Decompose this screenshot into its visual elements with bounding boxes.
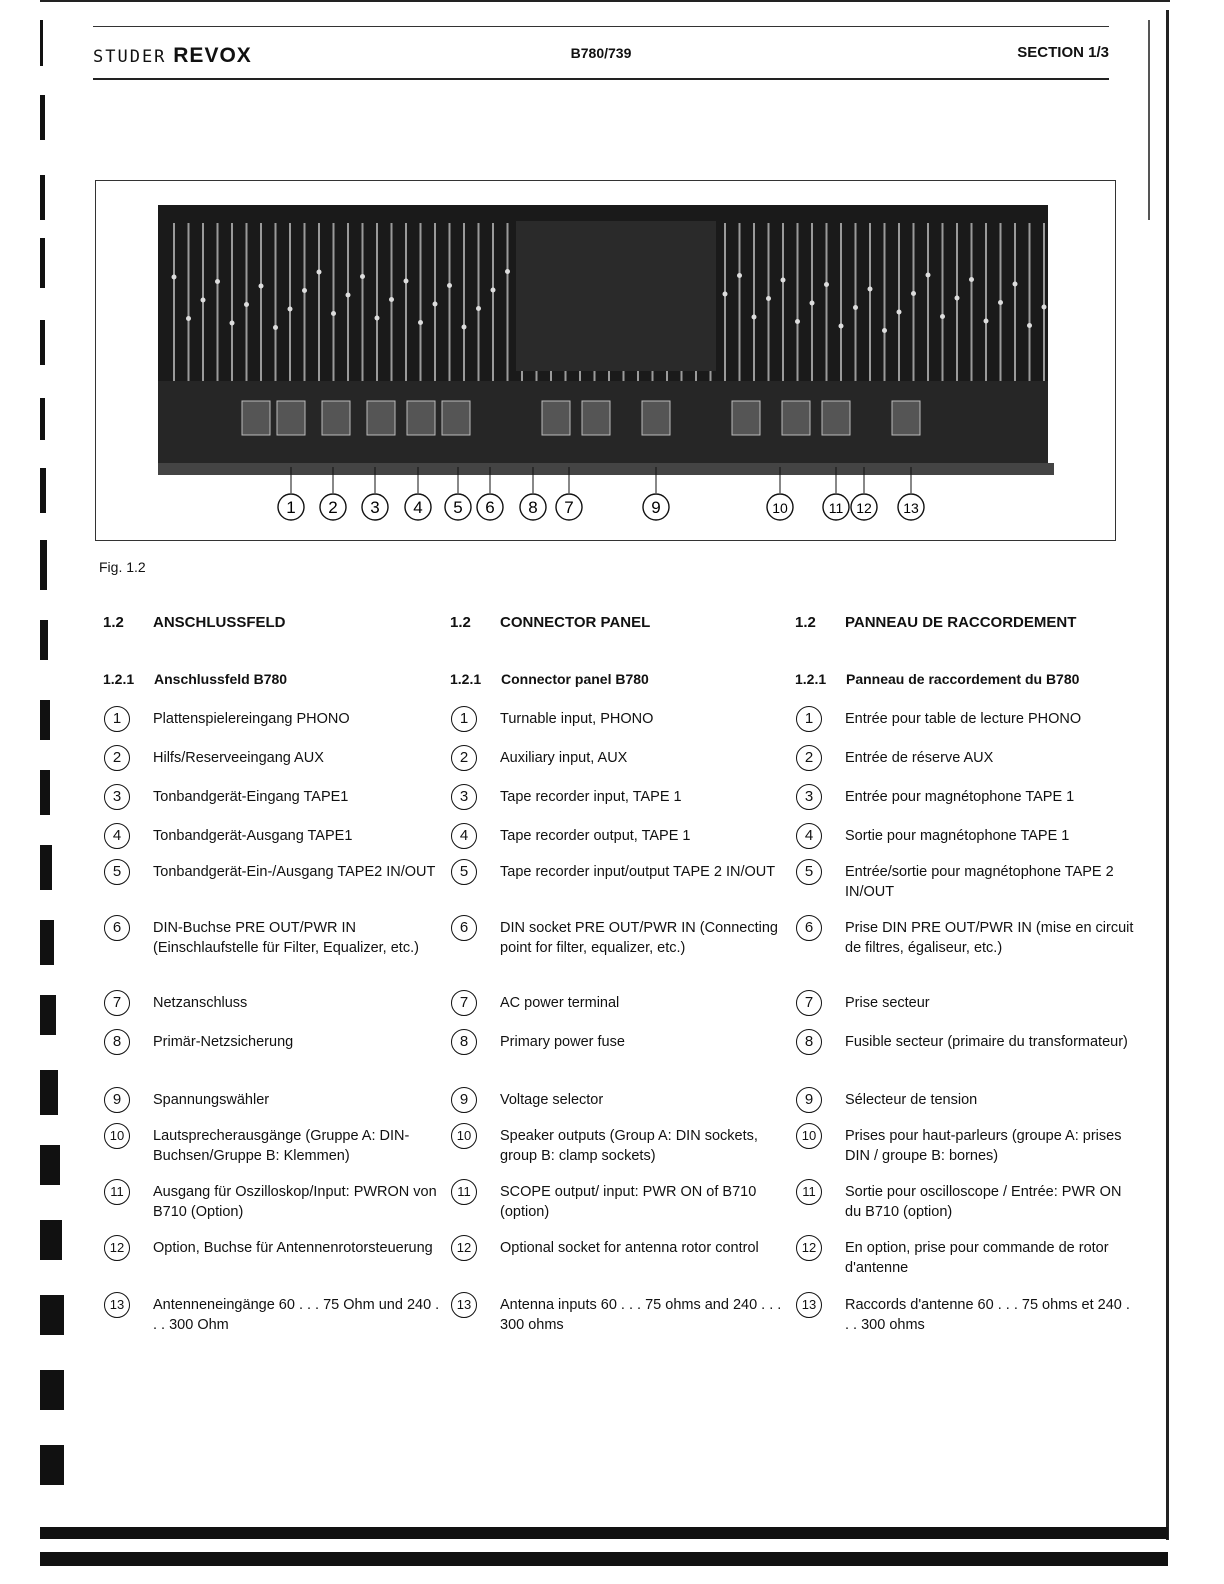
- page-top-rule: [40, 0, 1170, 2]
- socket-9: [642, 401, 670, 435]
- item-number-circle: 8: [796, 1029, 822, 1055]
- fin-rivet: [418, 320, 423, 325]
- item-number-circle: 6: [104, 915, 130, 941]
- item-number-circle: 7: [451, 990, 477, 1016]
- socket-8: [582, 401, 610, 435]
- header-rule: [93, 78, 1109, 80]
- fin-rivet: [969, 277, 974, 282]
- item-description: DIN-Buchse PRE OUT/PWR IN (Einschlaufstelle für Filter, Equalizer, etc.): [153, 920, 419, 956]
- callout-label: 9: [651, 498, 661, 517]
- item-description: Tonbandgerät-Ein-/Ausgang TAPE2 IN/OUT: [153, 864, 436, 880]
- header-top-rule: [93, 26, 1109, 27]
- fin-rivet: [868, 287, 873, 292]
- page-right-rule: [1166, 10, 1169, 1540]
- fin-rivet: [766, 296, 771, 301]
- socket-1: [242, 401, 270, 435]
- connector-panel-photo: [96, 181, 1115, 540]
- item-number-circle: 10: [796, 1123, 822, 1149]
- section-number: 1.2: [103, 614, 124, 631]
- item-description: Voltage selector: [500, 1092, 604, 1108]
- item-description: Sortie pour magnétophone TAPE 1: [845, 828, 1070, 844]
- item-number-circle: 2: [796, 745, 822, 771]
- callout-label: 5: [453, 498, 463, 517]
- center-heatsink: [516, 221, 716, 371]
- fin-rivet: [853, 305, 858, 310]
- item-description: Sélecteur de tension: [845, 1092, 978, 1108]
- item-number-circle: 12: [104, 1235, 130, 1261]
- item-description: Speaker outputs (Group A: DIN sockets, group B: clamp sockets): [500, 1128, 758, 1164]
- section-heading: [795, 600, 1135, 630]
- fin-rivet: [230, 321, 235, 326]
- fin-rivet: [302, 288, 307, 293]
- figure-frame: [95, 180, 1116, 541]
- subsection-title: Anschlussfeld B780: [154, 671, 288, 687]
- subsection-title: Connector panel B780: [501, 671, 649, 687]
- fin-rivet: [331, 311, 336, 316]
- subsection-title: Panneau de raccordement du B780: [846, 671, 1080, 687]
- fin-rivet: [955, 296, 960, 301]
- fin-rivet: [839, 324, 844, 329]
- column-de: [103, 600, 443, 1333]
- subsection-number: 1.2.1: [103, 671, 135, 687]
- item-number-circle: 11: [104, 1179, 130, 1205]
- item-description: Tonbandgerät-Eingang TAPE1: [153, 789, 349, 805]
- chassis-base: [158, 463, 1054, 475]
- item-number-circle: 9: [796, 1087, 822, 1113]
- fin-rivet: [926, 273, 931, 278]
- socket-5: [407, 401, 435, 435]
- fin-rivet: [462, 325, 467, 330]
- item-number-circle: 5: [451, 859, 477, 885]
- fin-rivet: [447, 283, 452, 288]
- item-description: En option, prise pour commande de rotor d'antenne: [845, 1240, 1109, 1276]
- fin-rivet: [244, 302, 249, 307]
- callout-label: 4: [413, 498, 423, 517]
- item-description: Antenneneingänge 60 . . . 75 Ohm und 240 . . . 300 Ohm: [153, 1297, 440, 1333]
- column-fr: [795, 600, 1135, 1333]
- item-description: Plattenspielereingang PHONO: [153, 711, 350, 727]
- item-number-circle: 5: [104, 859, 130, 885]
- item-number-circle: 8: [451, 1029, 477, 1055]
- subsection-number: 1.2.1: [450, 671, 482, 687]
- item-number-circle: 7: [104, 990, 130, 1016]
- callout-label: 3: [370, 498, 380, 517]
- item-number-circle: 13: [104, 1292, 130, 1318]
- fin-rivet: [201, 298, 206, 303]
- item-number-circle: 11: [451, 1179, 477, 1205]
- fin-rivet: [984, 319, 989, 324]
- fin-rivet: [998, 300, 1003, 305]
- subsection-number: 1.2.1: [795, 671, 827, 687]
- item-number-circle: 5: [796, 859, 822, 885]
- figure-caption: Fig. 1.2: [99, 559, 146, 575]
- fin-rivet: [172, 275, 177, 280]
- item-number-circle: 2: [451, 745, 477, 771]
- fin-rivet: [360, 274, 365, 279]
- socket-2: [277, 401, 305, 435]
- page-bottom-rule-2: [40, 1552, 1168, 1566]
- brand-revox: REVOX: [173, 44, 252, 67]
- item-description: Raccords d'antenne 60 . . . 75 ohms et 240 . . . 300 ohms: [845, 1297, 1130, 1333]
- item-number-circle: 10: [451, 1123, 477, 1149]
- binding-edge-marks: [0, 0, 70, 1584]
- item-number-circle: 8: [104, 1029, 130, 1055]
- item-number-circle: 1: [451, 706, 477, 732]
- item-description: Prise DIN PRE OUT/PWR IN (mise en circuit de filtres, égaliseur, etc.): [845, 920, 1134, 956]
- item-description: Tape recorder input/output TAPE 2 IN/OUT: [500, 864, 776, 880]
- fin-rivet: [1042, 305, 1047, 310]
- item-number-circle: 9: [104, 1087, 130, 1113]
- fin-rivet: [810, 301, 815, 306]
- fin-rivet: [781, 278, 786, 283]
- fin-rivet: [911, 291, 916, 296]
- item-number-circle: 3: [451, 784, 477, 810]
- brand-studer: STUDER: [93, 47, 167, 67]
- item-description: Sortie pour oscilloscope / Entrée: PWR ON du B710 (option): [845, 1184, 1122, 1220]
- socket-6: [442, 401, 470, 435]
- callout-label: 1: [286, 498, 296, 517]
- item-description: Spannungswähler: [153, 1092, 270, 1108]
- item-number-circle: 3: [104, 784, 130, 810]
- item-number-circle: 12: [451, 1235, 477, 1261]
- item-description: Entrée de réserve AUX: [845, 750, 994, 766]
- item-number-circle: 2: [104, 745, 130, 771]
- socket-4: [367, 401, 395, 435]
- socket-12: [822, 401, 850, 435]
- section-number: 1.2: [450, 614, 471, 631]
- fin-rivet: [1013, 282, 1018, 287]
- item-description: Entrée/sortie pour magnétophone TAPE 2 IN/OUT: [845, 864, 1114, 900]
- callout-label: 13: [903, 500, 919, 516]
- fin-rivet: [882, 328, 887, 333]
- fin-rivet: [795, 319, 800, 324]
- section-title: CONNECTOR PANEL: [500, 614, 651, 631]
- callout-label: 7: [564, 498, 574, 517]
- callout-label: 8: [528, 498, 538, 517]
- item-number-circle: 9: [451, 1087, 477, 1113]
- item-description: SCOPE output/ input: PWR ON of B710 (option): [500, 1184, 757, 1220]
- page-header: [93, 40, 1109, 70]
- item-description: Tape recorder output, TAPE 1: [500, 828, 691, 844]
- item-description: AC power terminal: [500, 995, 620, 1011]
- callout-label: 11: [828, 500, 844, 516]
- fin-rivet: [288, 307, 293, 312]
- item-number-circle: 4: [451, 823, 477, 849]
- fin-rivet: [389, 297, 394, 302]
- item-description: Primary power fuse: [500, 1034, 625, 1050]
- fin-rivet: [317, 270, 322, 275]
- page-bottom-rule: [40, 1527, 1168, 1539]
- item-number-circle: 3: [796, 784, 822, 810]
- item-description: Auxiliary input, AUX: [500, 750, 628, 766]
- section-label: SECTION 1/3: [1017, 44, 1109, 61]
- fin-rivet: [752, 315, 757, 320]
- item-description: Turnable input, PHONO: [500, 711, 654, 727]
- item-description: Prises pour haut-parleurs (groupe A: prises DIN / groupe B: bornes): [845, 1128, 1122, 1164]
- section-number: 1.2: [795, 614, 816, 631]
- section-heading: [450, 600, 790, 630]
- fin-rivet: [505, 269, 510, 274]
- fin-rivet: [737, 273, 742, 278]
- column-en: [450, 600, 790, 1333]
- item-description: Tape recorder input, TAPE 1: [500, 789, 682, 805]
- item-number-circle: 4: [104, 823, 130, 849]
- item-number-circle: 12: [796, 1235, 822, 1261]
- section-heading: [103, 600, 443, 630]
- item-description: Option, Buchse für Antennenrotorsteuerung: [153, 1240, 433, 1256]
- fin-rivet: [897, 310, 902, 315]
- item-number-circle: 13: [796, 1292, 822, 1318]
- fin-rivet: [215, 279, 220, 284]
- item-description: Primär-Netzsicherung: [153, 1034, 294, 1050]
- fin-rivet: [940, 314, 945, 319]
- callout-label: 6: [485, 498, 495, 517]
- item-description: Antenna inputs 60 . . . 75 ohms and 240 . . . 300 ohms: [500, 1297, 782, 1333]
- item-description: Prise secteur: [845, 995, 930, 1011]
- item-number-circle: 6: [451, 915, 477, 941]
- item-description: Netzanschluss: [153, 995, 248, 1011]
- fin-rivet: [723, 292, 728, 297]
- item-description: Entrée pour table de lecture PHONO: [845, 711, 1082, 727]
- item-description: Hilfs/Reserveeingang AUX: [153, 750, 324, 766]
- fin-rivet: [1027, 323, 1032, 328]
- fin-rivet: [259, 284, 264, 289]
- item-number-circle: 11: [796, 1179, 822, 1205]
- callout-label: 10: [772, 500, 788, 516]
- socket-11: [782, 401, 810, 435]
- fin-rivet: [476, 306, 481, 311]
- fin-rivet: [273, 325, 278, 330]
- item-number-circle: 4: [796, 823, 822, 849]
- socket-13: [892, 401, 920, 435]
- item-number-circle: 1: [104, 706, 130, 732]
- item-description: Entrée pour magnétophone TAPE 1: [845, 789, 1075, 805]
- fin-rivet: [346, 293, 351, 298]
- item-description: Tonbandgerät-Ausgang TAPE1: [153, 828, 353, 844]
- model-number: B780/739: [570, 45, 632, 61]
- fin-rivet: [824, 282, 829, 287]
- fin-rivet: [404, 279, 409, 284]
- item-number-circle: 10: [104, 1123, 130, 1149]
- item-description: Optional socket for antenna rotor control: [500, 1240, 759, 1256]
- item-description: Fusible secteur (primaire du transformateur): [845, 1034, 1128, 1050]
- socket-7: [542, 401, 570, 435]
- fin-rivet: [375, 316, 380, 321]
- section-title: PANNEAU DE RACCORDEMENT: [845, 614, 1077, 631]
- fin-rivet: [433, 302, 438, 307]
- item-number-circle: 13: [451, 1292, 477, 1318]
- item-number-circle: 1: [796, 706, 822, 732]
- callout-label: 12: [856, 500, 872, 516]
- socket-3: [322, 401, 350, 435]
- item-number-circle: 7: [796, 990, 822, 1016]
- item-description: Lautsprecherausgänge (Gruppe A: DIN-Buchsen/Gruppe B: Klemmen): [153, 1128, 410, 1164]
- item-description: DIN socket PRE OUT/PWR IN (Connecting point for filter, equalizer, etc.): [500, 920, 778, 956]
- fin-rivet: [491, 288, 496, 293]
- item-description: Ausgang für Oszilloskop/Input: PWRON von B710 (Option): [153, 1184, 437, 1220]
- section-title: ANSCHLUSSFELD: [153, 614, 286, 631]
- socket-10: [732, 401, 760, 435]
- page-right-rule-inner: [1148, 20, 1150, 220]
- fin-rivet: [186, 316, 191, 321]
- callout-label: 2: [328, 498, 338, 517]
- item-number-circle: 6: [796, 915, 822, 941]
